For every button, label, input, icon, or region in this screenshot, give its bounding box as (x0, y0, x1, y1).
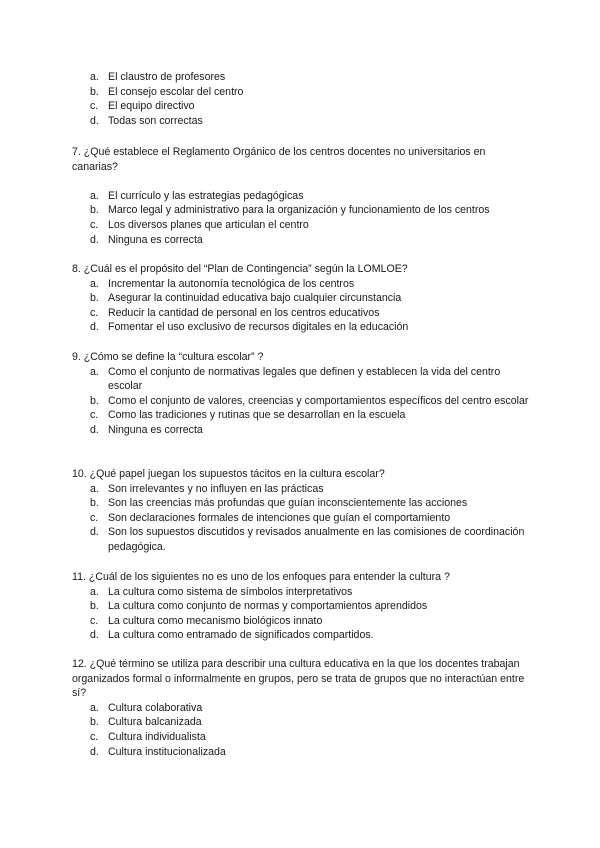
option-c: c. Los diversos planes que articulan el centro (90, 218, 309, 231)
question-6 (72, 70, 532, 128)
question-text: 7. ¿Qué establece el Reglamento Orgánico de los centros docentes no universitarios en canarias? (72, 146, 486, 173)
question-text: 10. ¿Qué papel juegan los supuestos tácitos en la cultura escolar? (72, 468, 385, 480)
option-a: a. Incrementar la autonomía tecnológica de los centros (90, 277, 355, 290)
option-c: c. Como las tradiciones y rutinas que se desarrollan en la escuela (90, 409, 406, 422)
option-b: b. Son las creencias más profundas que guían inconscientemente las acciones (90, 497, 468, 510)
question-7 (72, 145, 532, 247)
options-list (72, 277, 532, 335)
question-text: 11. ¿Cuál de los siguientes no es uno de los enfoques para entender la cultura ? (72, 571, 450, 583)
option-a: a. El currículo y las estrategias pedagógicas (90, 189, 304, 202)
option-b: b. Asegurar la continuidad educativa bajo cualquier circunstancia (90, 292, 402, 305)
option-d: d. Ninguna es correcta (90, 423, 203, 436)
option-d: d. La cultura como entramado de significados compartidos. (90, 629, 374, 642)
option-a: a. Son irrelevantes y no influyen en las prácticas (90, 482, 324, 495)
option-d: d. Ninguna es correcta (90, 233, 203, 246)
question-9 (72, 350, 532, 438)
question-11 (72, 570, 532, 643)
options-list (72, 70, 532, 128)
option-a: a. El claustro de profesores (90, 71, 226, 83)
option-a: a. Cultura colaborativa (90, 701, 203, 714)
options-list (72, 189, 532, 247)
option-b: b. Cultura balcanizada (90, 716, 202, 729)
option-b: b. Marco legal y administrativo para la organización y funcionamiento de los centros (90, 204, 490, 217)
question-text: 8. ¿Cuál es el propósito del “Plan de Contingencia” según la LOMLOE? (72, 263, 408, 275)
question-10 (72, 467, 532, 555)
option-b: b. La cultura como conjunto de normas y comportamientos aprendidos (90, 600, 428, 613)
question-text: 12. ¿Qué término se utiliza para describir una cultura educativa en la que los docentes trabajan organizados formal o informalmente en grupos, pero se trata de grupos que no interactúan entre sí? (72, 658, 525, 700)
options-list (72, 585, 532, 643)
option-a: a. Como el conjunto de normativas legales que definen y establecen la vida del centro escolar (90, 365, 501, 393)
options-list (72, 365, 532, 438)
question-12 (72, 657, 532, 759)
option-d: d. Cultura institucionalizada (90, 745, 226, 758)
option-c: c. Son declaraciones formales de intenciones que guían el comportamiento (90, 511, 451, 524)
option-d: d. Fomentar el uso exclusivo de recursos digitales en la educación (90, 321, 409, 334)
question-8 (72, 262, 532, 335)
option-c: c. Reducir la cantidad de personal en los centros educativos (90, 306, 380, 319)
option-b: b. Como el conjunto de valores, creencias y comportamientos específicos del centro escolar (90, 394, 529, 407)
option-c: c. La cultura como mecanismo biológicos innato (90, 614, 323, 627)
options-list (72, 701, 532, 759)
option-c: c. El equipo directivo (90, 100, 195, 113)
option-c: c. Cultura individualista (90, 730, 206, 743)
option-d: d. Todas son correctas (90, 114, 203, 127)
option-b: b. El consejo escolar del centro (90, 85, 244, 98)
option-d: d. Son los supuestos discutidos y revisados anualmente en las comisiones de coordinación pedagógica. (90, 526, 525, 553)
option-a: a. La cultura como sistema de símbolos interpretativos (90, 585, 353, 598)
question-text: 9. ¿Cómo se define la “cultura escolar” ? (72, 351, 264, 363)
options-list (72, 482, 532, 555)
